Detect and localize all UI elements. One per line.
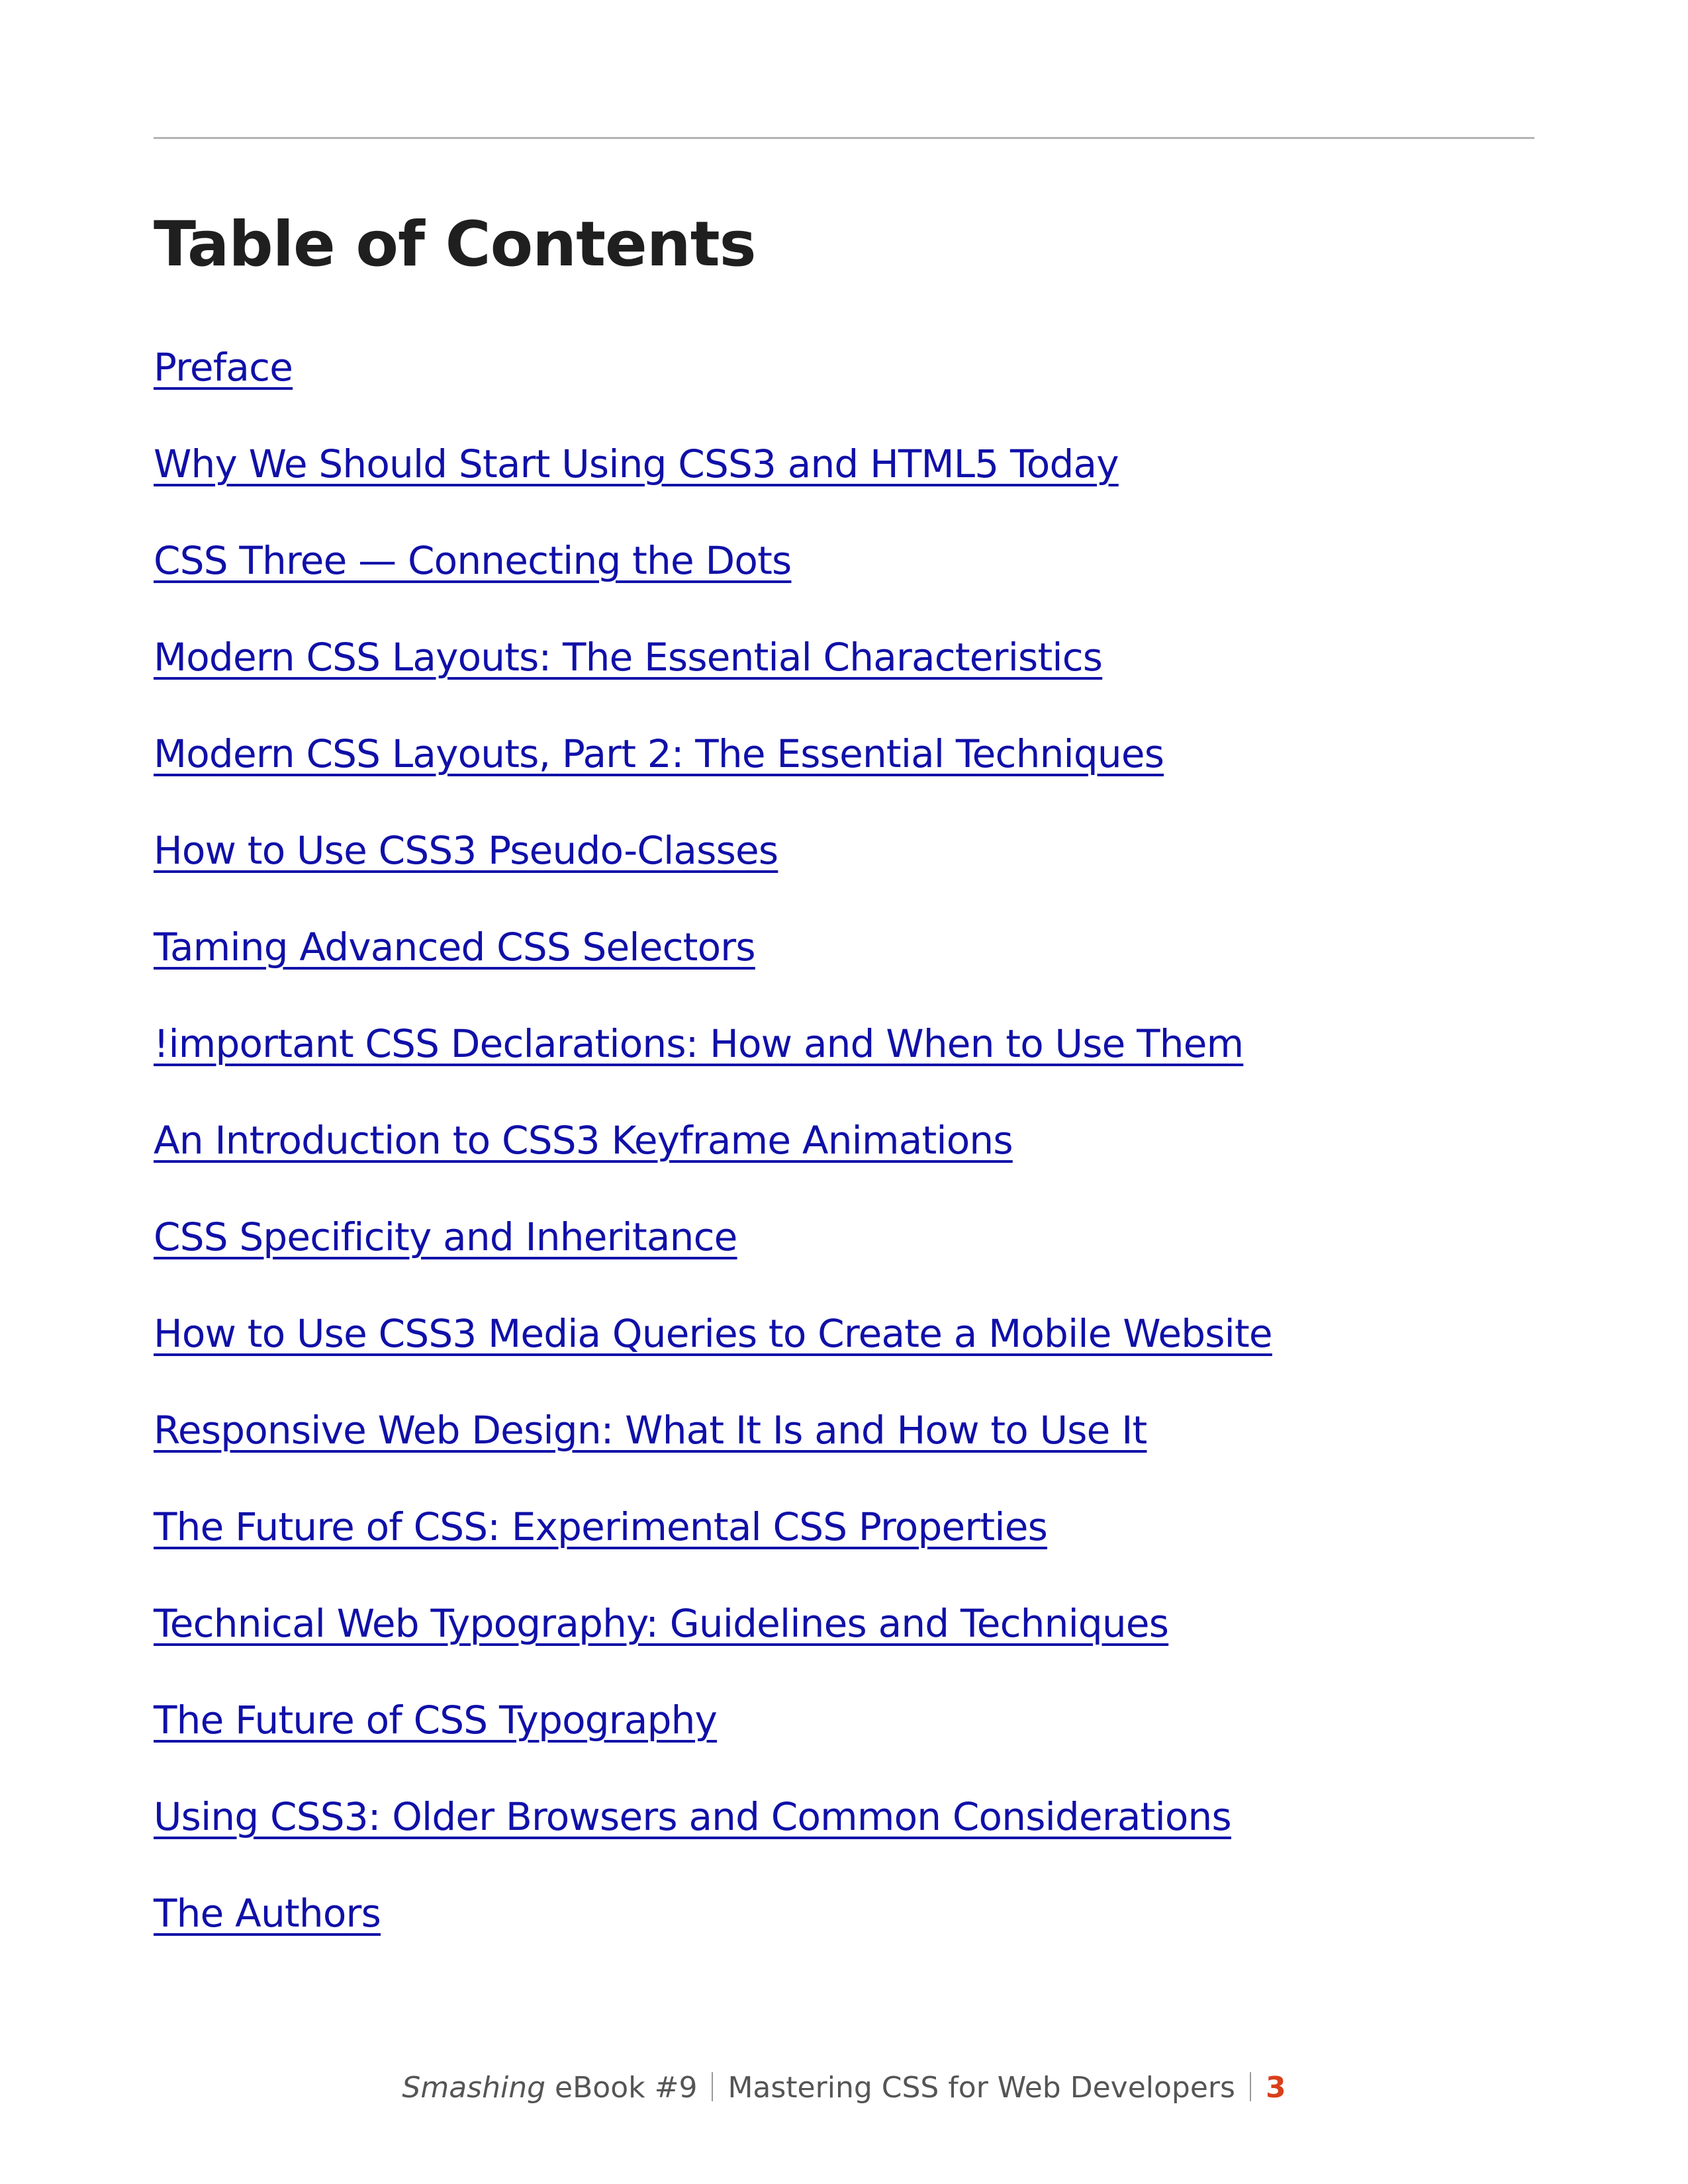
toc-link-specificity[interactable]: CSS Specificity and Inheritance xyxy=(154,1214,737,1259)
toc-link-future-typography[interactable]: The Future of CSS Typography xyxy=(154,1698,718,1743)
toc-item xyxy=(154,1204,1272,1300)
toc-link-media-queries[interactable]: How to Use CSS3 Media Queries to Create a Mobile Website xyxy=(154,1311,1272,1356)
toc-link-modern-layouts-part2[interactable]: Modern CSS Layouts, Part 2: The Essential Techniques xyxy=(154,731,1164,776)
footer-book-title: Mastering CSS for Web Developers xyxy=(727,2071,1235,2105)
top-divider xyxy=(154,137,1534,139)
footer-brand: Smashing xyxy=(402,2071,546,2105)
toc-item xyxy=(154,1880,1272,1977)
toc-item xyxy=(154,527,1272,624)
toc-item xyxy=(154,1590,1272,1687)
page-title: Table of Contents xyxy=(154,208,756,281)
toc-link-future-of-css[interactable]: The Future of CSS: Experimental CSS Properties xyxy=(154,1504,1047,1549)
toc-link-older-browsers[interactable]: Using CSS3: Older Browsers and Common Considerations xyxy=(154,1794,1231,1839)
toc-link-css-three[interactable]: CSS Three — Connecting the Dots xyxy=(154,538,792,583)
toc-item xyxy=(154,1784,1272,1880)
toc-link-authors[interactable]: The Authors xyxy=(154,1891,381,1936)
footer-series: eBook #9 xyxy=(545,2071,698,2105)
toc-item xyxy=(154,1397,1272,1494)
toc-item xyxy=(154,431,1272,527)
toc-item xyxy=(154,817,1272,914)
toc-item xyxy=(154,1300,1272,1397)
page-footer xyxy=(0,2068,1688,2108)
toc-link-pseudo-classes[interactable]: How to Use CSS3 Pseudo-Classes xyxy=(154,828,778,873)
toc-link-important-declarations[interactable]: !important CSS Declarations: How and When to Use Them xyxy=(154,1021,1244,1066)
toc-item xyxy=(154,1494,1272,1590)
footer-divider xyxy=(1250,2072,1251,2101)
toc-link-preface[interactable]: Preface xyxy=(154,345,293,390)
toc-list xyxy=(154,334,1272,1977)
toc-item xyxy=(154,1011,1272,1107)
toc-link-modern-layouts[interactable]: Modern CSS Layouts: The Essential Characteristics xyxy=(154,635,1103,680)
toc-link-web-typography[interactable]: Technical Web Typography: Guidelines and Techniques xyxy=(154,1601,1169,1646)
toc-item xyxy=(154,721,1272,817)
toc-link-keyframe-animations[interactable]: An Introduction to CSS3 Keyframe Animations xyxy=(154,1118,1013,1163)
toc-item xyxy=(154,1107,1272,1204)
toc-item xyxy=(154,914,1272,1011)
toc-link-responsive-design[interactable]: Responsive Web Design: What It Is and How to Use It xyxy=(154,1408,1147,1453)
footer-divider xyxy=(712,2072,713,2101)
toc-item xyxy=(154,1687,1272,1784)
page-number: 3 xyxy=(1265,2071,1286,2105)
toc-link-advanced-selectors[interactable]: Taming Advanced CSS Selectors xyxy=(154,925,755,970)
toc-link-css3-html5-today[interactable]: Why We Should Start Using CSS3 and HTML5 Today xyxy=(154,441,1119,486)
toc-item xyxy=(154,624,1272,721)
toc-item xyxy=(154,334,1272,431)
